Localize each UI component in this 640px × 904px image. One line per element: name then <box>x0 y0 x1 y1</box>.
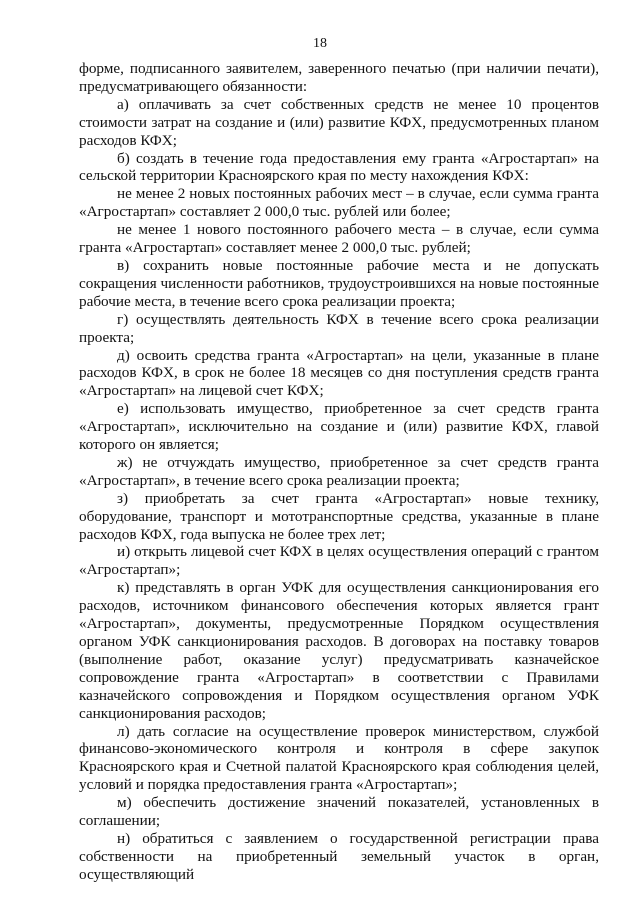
paragraph: м) обеспечить достижение значений показателей, установленных в соглашении; <box>79 794 599 830</box>
paragraph: н) обратиться с заявлением о государственной регистрации права собственности на приобретенный земельный участок в орган, осуществляющий <box>79 829 599 883</box>
paragraph: а) оплачивать за счет собственных средств не менее 10 процентов стоимости затрат на создание и (или) развитие КФХ, предусмотренных планом расходов КФХ; <box>79 95 599 149</box>
document-body <box>79 60 599 884</box>
paragraph: б) создать в течение года предоставления ему гранта «Агростартап» на сельской территории Красноярского края по месту нахождения КФХ: <box>79 149 599 185</box>
paragraph: ж) не отчуждать имущество, приобретенное за счет средств гранта «Агростартап», в течение всего срока реализации проекта; <box>79 453 599 489</box>
paragraph: форме, подписанного заявителем, заверенного печатью (при наличии печати), предусматривающего обязанности: <box>79 60 599 95</box>
paragraph: е) использовать имущество, приобретенное за счет средств гранта «Агростартап», исключительно на создание и (или) развитие КФХ, главой которого он является; <box>79 400 599 454</box>
paragraph: не менее 2 новых постоянных рабочих мест – в случае, если сумма гранта «Агростартап» составляет 2 000,0 тыс. рублей или более; <box>79 185 599 221</box>
paragraph: к) представлять в орган УФК для осуществления санкционирования его расходов, источником финансового обеспечения которых является грант «Агростартап», документы, предусмотренные Порядком осуществления органом УФК санкционирования расходов. В договорах на поставку товаров (выполнение работ, оказание услуг) предусматривать казначейское сопровождение гранта «Агростартап» в соответствии с Правилами казначейского сопровождения и Порядком осуществления органом УФК санкционирования расходов; <box>79 579 599 722</box>
paragraph: д) освоить средства гранта «Агростартап» на цели, указанные в плане расходов КФХ, в срок не более 18 месяцев со дня поступления средств гранта «Агростартап» на лицевой счет КФХ; <box>79 346 599 400</box>
paragraph: л) дать согласие на осуществление проверок министерством, службой финансово-экономического контроля и контроля в сфере закупок Красноярского края и Счетной палатой Красноярского края соблюдения целей, условий и порядка предоставления гранта «Агростартап»; <box>79 722 599 794</box>
paragraph: г) осуществлять деятельность КФХ в течение всего срока реализации проекта; <box>79 310 599 346</box>
page-number: 18 <box>313 36 327 51</box>
paragraph: и) открыть лицевой счет КФХ в целях осуществления операций с грантом «Агростартап»; <box>79 543 599 579</box>
paragraph: в) сохранить новые постоянные рабочие места и не допускать сокращения численности работников, трудоустроившихся на новые постоянные рабочие места, в течение всего срока реализации проекта; <box>79 256 599 310</box>
paragraph: з) приобретать за счет гранта «Агростартап» новые технику, оборудование, транспорт и мототранспортные средства, указанные в плане расходов КФХ, года выпуска не более трех лет; <box>79 489 599 543</box>
paragraph: не менее 1 нового постоянного рабочего места – в случае, если сумма гранта «Агростартап» составляет менее 2 000,0 тыс. рублей; <box>79 221 599 257</box>
